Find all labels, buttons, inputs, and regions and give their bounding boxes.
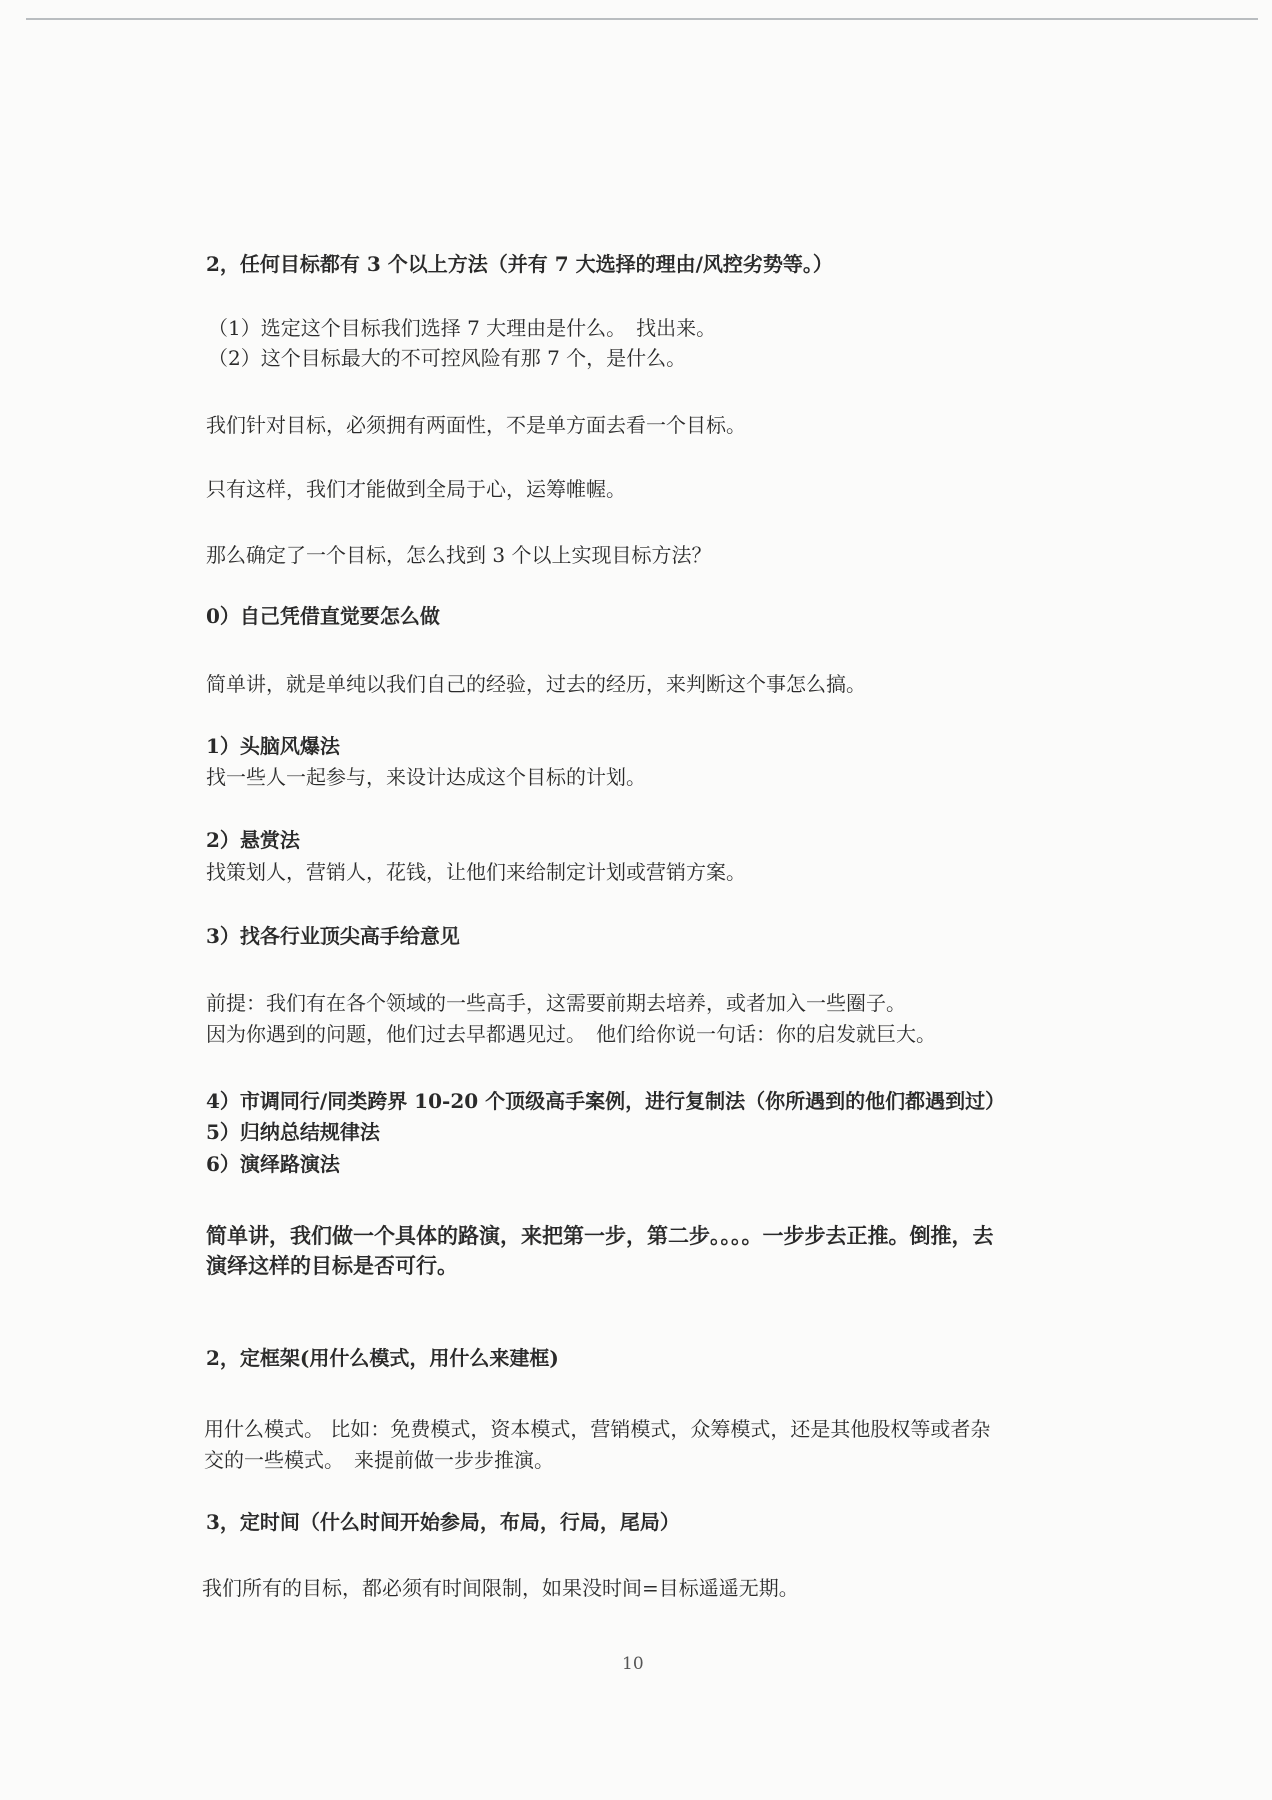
paragraph-line: 找策划人，营销人，花钱，让他们来给制定计划或营销方案。 xyxy=(206,860,746,884)
method-heading-1: 1）头脑风爆法 xyxy=(206,734,340,758)
paragraph-line: 找一些人一起参与，来设计达成这个目标的计划。 xyxy=(206,765,646,789)
paragraph-line: 用什么模式。 比如：免费模式，资本模式，营销模式，众筹模式，还是其他股权等或者杂 xyxy=(204,1417,991,1441)
paragraph-line: 只有这样，我们才能做到全局于心，运筹帷幄。 xyxy=(206,477,626,501)
method-heading-6: 6）演绎路演法 xyxy=(206,1152,340,1176)
paragraph-line: （1）选定这个目标我们选择 7 大理由是什么。 找出来。 xyxy=(208,316,717,340)
method-heading-5: 5）归纳总结规律法 xyxy=(206,1120,380,1144)
paragraph-line: 那么确定了一个目标，怎么找到 3 个以上实现目标方法？ xyxy=(206,543,712,567)
page-number: 10 xyxy=(622,1654,644,1674)
method-heading-4: 4）市调同行/同类跨界 10-20 个顶级高手案例，进行复制法（你所遇到的他们都遇到过） xyxy=(206,1089,1006,1113)
method-heading-3: 3）找各行业顶尖高手给意见 xyxy=(206,924,460,948)
paragraph-line: 前提：我们有在各个领域的一些高手，这需要前期去培养，或者加入一些圈子。 xyxy=(206,991,906,1015)
method-heading-2: 2）悬赏法 xyxy=(206,828,300,852)
paragraph-line: 我们针对目标，必须拥有两面性，不是单方面去看一个目标。 xyxy=(206,413,746,437)
section-heading-time: 3，定时间（什么时间开始参局，布局，行局，尾局） xyxy=(206,1510,680,1534)
bold-paragraph-line: 演绎这样的目标是否可行。 xyxy=(206,1253,458,1278)
section-heading-methods: 2，任何目标都有 3 个以上方法（并有 7 大选择的理由/风控劣势等。） xyxy=(206,252,833,276)
method-heading-0: 0）自己凭借直觉要怎么做 xyxy=(206,604,440,628)
paragraph-line: （2）这个目标最大的不可控风险有那 7 个，是什么。 xyxy=(208,346,687,370)
bold-paragraph-line: 简单讲，我们做一个具体的路演，来把第一步，第二步。。。。一步步去正推。倒推，去 xyxy=(206,1223,994,1248)
paragraph-line: 我们所有的目标，都必须有时间限制，如果没时间=目标遥遥无期。 xyxy=(202,1576,799,1600)
section-heading-framework: 2，定框架(用什么模式，用什么来建框) xyxy=(206,1346,559,1370)
paragraph-line: 交的一些模式。 来提前做一步步推演。 xyxy=(204,1448,554,1472)
paragraph-line: 因为你遇到的问题，他们过去早都遇见过。 他们给你说一句话：你的启发就巨大。 xyxy=(206,1022,936,1046)
paragraph-line: 简单讲，就是单纯以我们自己的经验，过去的经历，来判断这个事怎么搞。 xyxy=(206,672,866,696)
